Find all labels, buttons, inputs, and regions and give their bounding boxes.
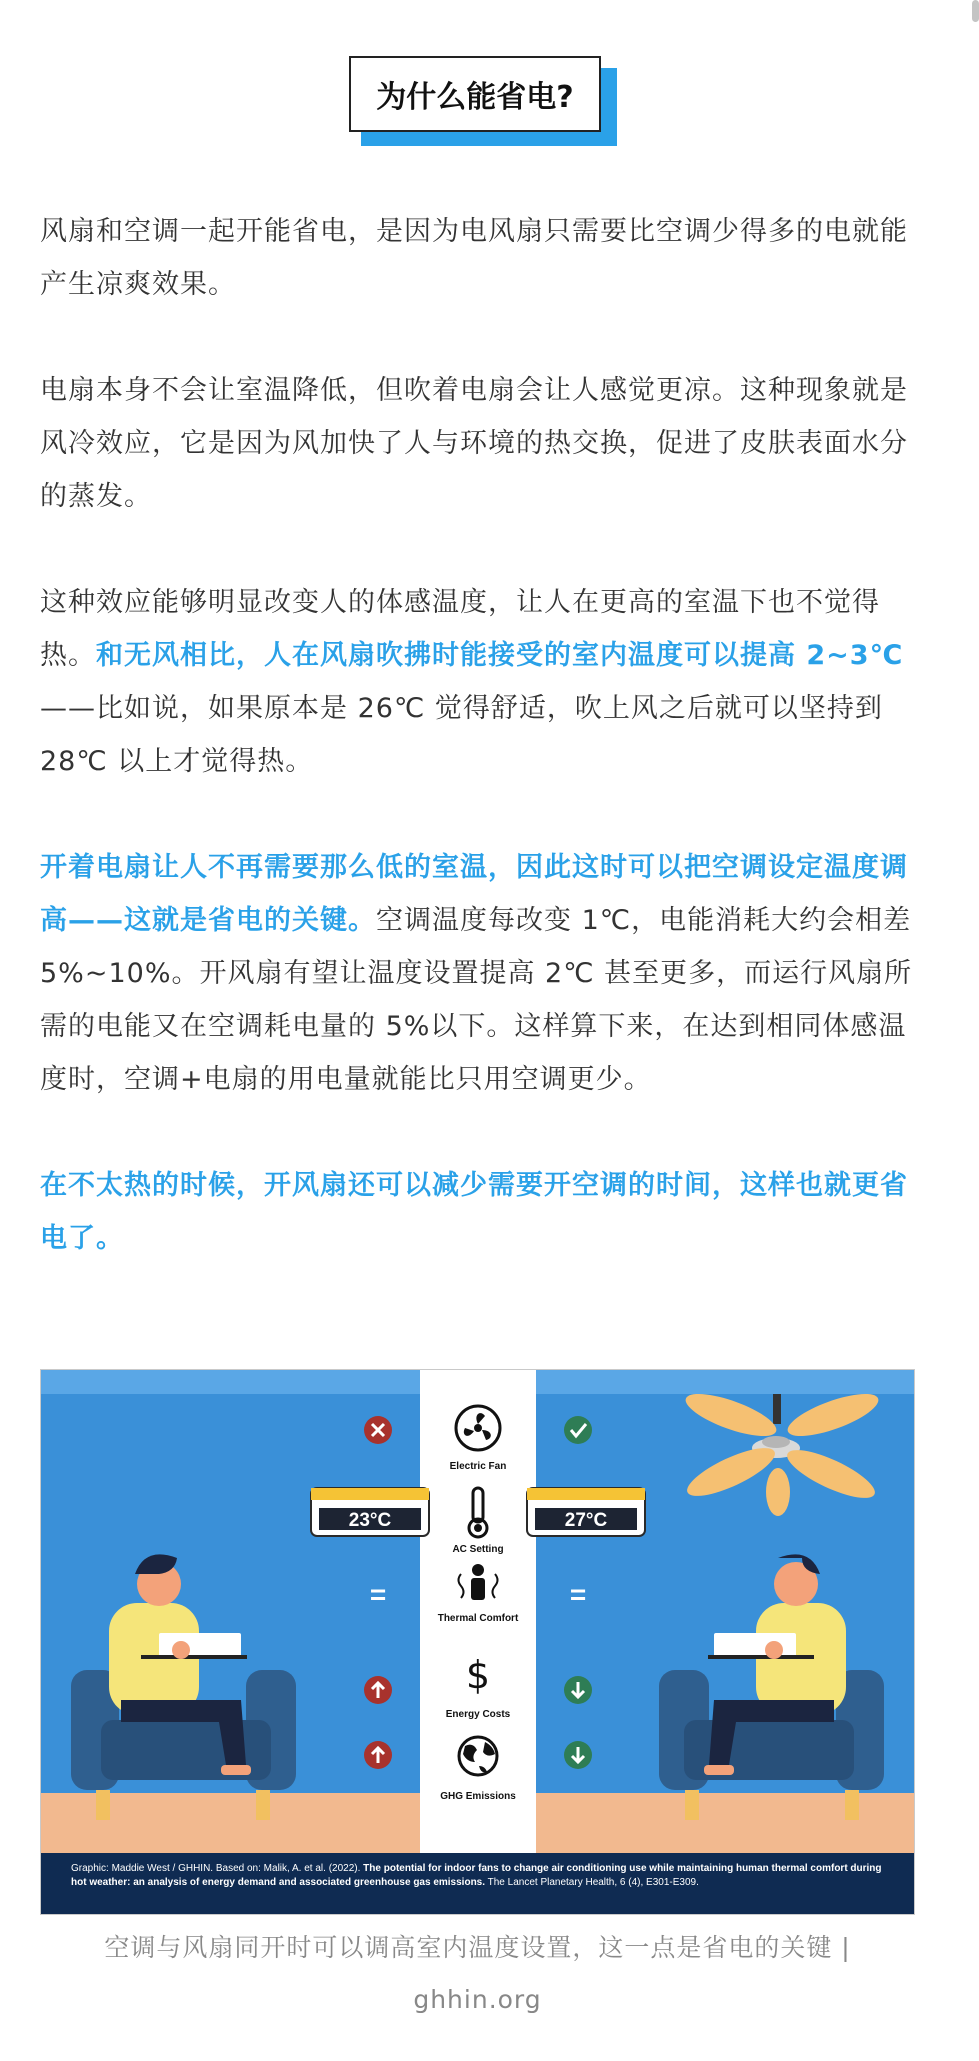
credit-text-container — [71, 1862, 886, 1908]
label-ghg-emissions: GHG Emissions — [440, 1791, 516, 1802]
paragraph-5-highlight: 在不太热的时候，开风扇还可以减少需要开空调的时间，这样也就更省电了。 — [40, 1170, 908, 1254]
paragraph-4 — [40, 841, 915, 1106]
caption-source: ghhin.org — [413, 1985, 542, 2014]
arrow-up-icon — [364, 1741, 392, 1769]
label-energy-costs: Energy Costs — [445, 1709, 511, 1720]
arrow-down-icon — [564, 1676, 592, 1704]
article-body — [40, 205, 915, 1318]
arrow-down-icon — [564, 1741, 592, 1769]
paragraph-4-highlight: 开着电扇让人不再需要那么低的室温，因此这时可以把空调设定温度调高——这就是省电的关键。 — [40, 852, 908, 936]
label-electric-fan: Electric Fan — [449, 1461, 507, 1472]
credit-text-a: Graphic: Maddie West / GHHIN. Based on: Malik, A. et al. (2022). — [71, 1863, 364, 1874]
x-icon — [364, 1416, 392, 1444]
dollar-icon — [466, 1653, 490, 1697]
section-title-text: 为什么能省电? — [349, 56, 601, 132]
center-panel — [420, 1370, 536, 1853]
credit-text-b: The potential for indoor fans to change air conditioning use while maintaining human thermal comfort during hot weather: an analysis of energy demand and associated greenhouse gas emissions. — [71, 1863, 882, 1888]
equals-right: = — [569, 1579, 587, 1610]
infographic-figure — [40, 1369, 915, 1915]
paragraph-3-text-b: ——比如说，如果原本是 26℃ 觉得舒适，吹上风之后就可以坚持到 28℃ 以上才觉得热。 — [40, 693, 883, 777]
scrollbar-thumb[interactable] — [972, 0, 979, 22]
paragraph-3 — [40, 576, 915, 788]
paragraph-3-highlight: 和无风相比，人在风扇吹拂时能接受的室内温度可以提高 2~3℃ — [96, 640, 904, 671]
figure-caption — [40, 1922, 915, 2026]
paragraph-2-text: 电扇本身不会让室温降低，但吹着电扇会让人感觉更凉。这种现象就是风冷效应，它是因为风加快了人与环境的热交换，促进了皮肤表面水分的蒸发。 — [40, 375, 908, 512]
credit-text-c: The Lancet Planetary Health, 6 (4), E301-E309. — [485, 1877, 699, 1888]
ac-right-temp: 27°C — [564, 1510, 608, 1531]
equals-left: = — [369, 1579, 387, 1610]
svg-text:$: $ — [465, 1653, 491, 1697]
paragraph-4-text: 空调温度每改变 1℃，电能消耗大约会相差 5%~10%。开风扇有望让温度设置提高 2℃ 甚至更多，而运行风扇所需的电能又在空调耗电量的 5%以下。这样算下来，在达到相同体感温度时，空调+电扇的用电量就能比只用空调更少。 — [40, 905, 913, 1095]
globe-icon — [459, 1737, 497, 1775]
check-icon — [564, 1416, 592, 1444]
label-thermal-comfort: Thermal Comfort — [437, 1613, 519, 1624]
infographic-svg — [41, 1370, 914, 1914]
label-ac-setting: AC Setting — [452, 1544, 504, 1555]
paragraph-3-text-a: 这种效应能够明显改变人的体感温度，让人在更高的室温下也不觉得热。 — [40, 587, 880, 671]
arrow-up-icon — [364, 1676, 392, 1704]
section-title — [349, 56, 617, 146]
paragraph-2 — [40, 364, 915, 523]
paragraph-5 — [40, 1159, 915, 1265]
paragraph-1 — [40, 205, 915, 311]
ac-left-temp: 23°C — [348, 1510, 392, 1531]
paragraph-1-text: 风扇和空调一起开能省电，是因为电风扇只需要比空调少得多的电就能产生凉爽效果。 — [40, 216, 908, 300]
caption-line-1: 空调与风扇同开时可以调高室内温度设置，这一点是省电的关键 | — [104, 1933, 851, 1962]
